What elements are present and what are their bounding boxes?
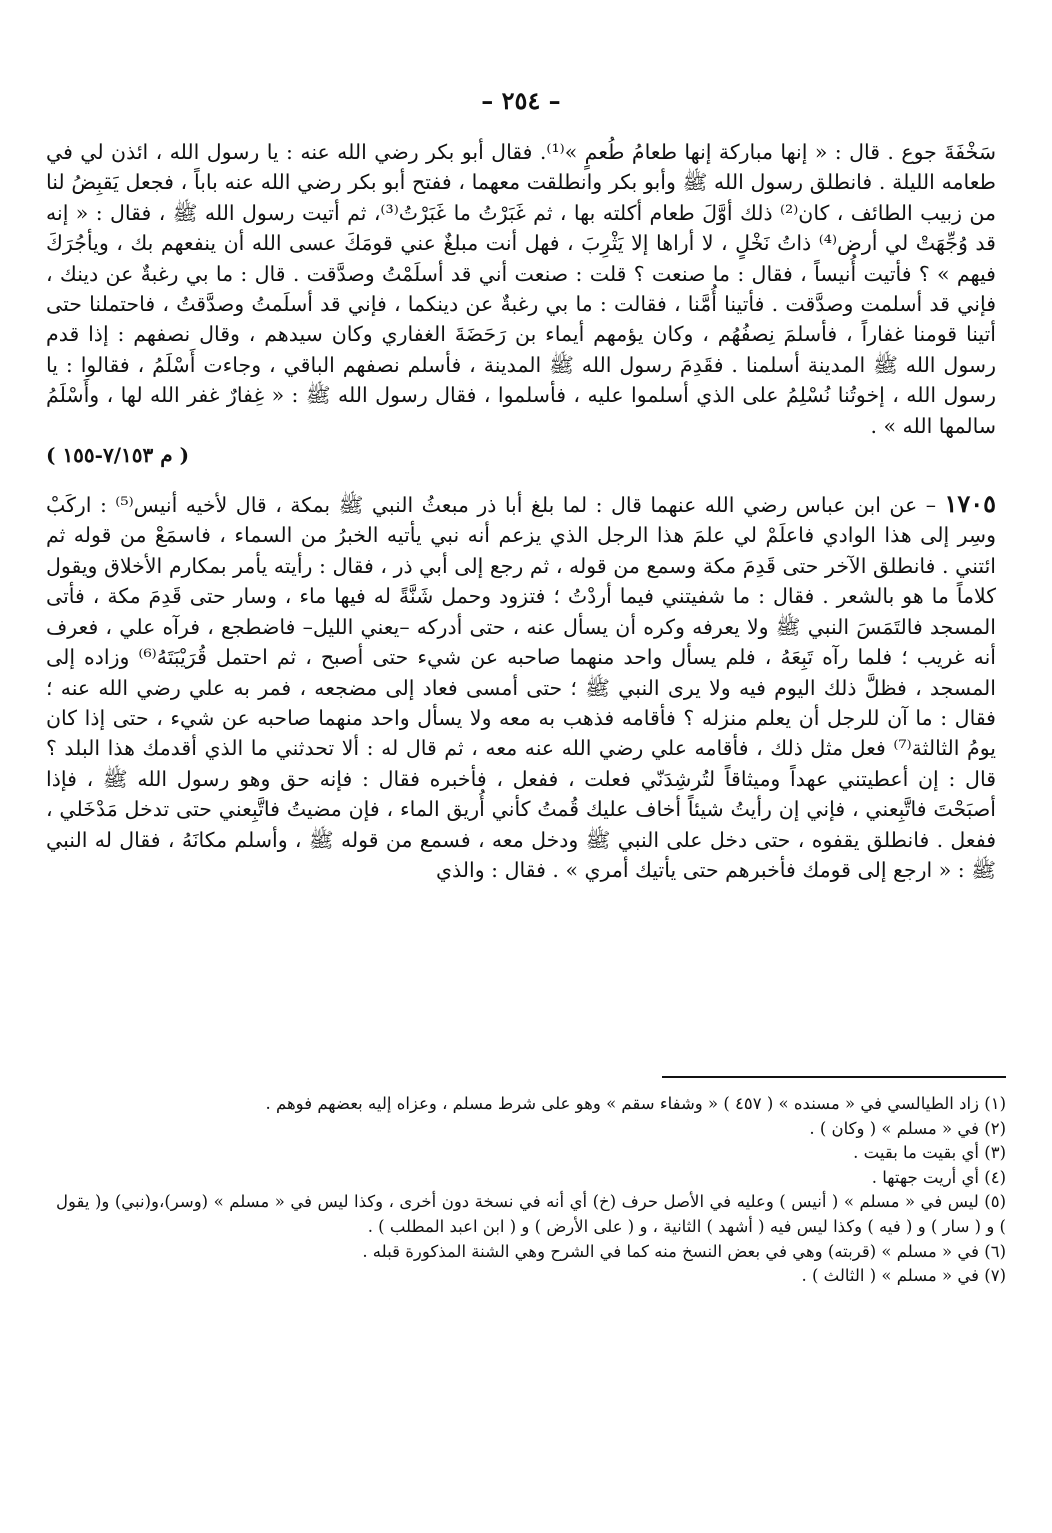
hadith-1705	[46, 489, 996, 885]
book-page	[46, 86, 996, 885]
footnotes	[56, 1092, 1006, 1289]
source-reference-text: ( م ٧/١٥٣-١٥٥ )	[46, 443, 190, 468]
footnote-1: (١) زاد الطيالسي في « مسنده » ( ٤٥٧ ) « وشفاء سقم » وهو على شرط مسلم ، وعزاه إليه بعضهم فوهم .	[265, 1094, 1006, 1113]
footnote-3: (٣) أي بقيت ما بقيت .	[853, 1143, 1006, 1163]
hadith-1705-text: – عن ابن عباس رضي الله عنهما قال : لما بلغ أبا ذر مبعثُ النبي ﷺ بمكة ، قال لأخيه أنيس⁽⁵⁾ : اركَبْ وسِر إلى هذا الوادي فاعلَمْ لي علمَ هذا الرجل الذي يزعم أنه نبي يأتيه الخبرُ من السماء ، فاسمَعْ من قوله ثم ائتني . فانطلق الآخر حتى قَدِمَ مكة وسمع من قوله ، ثم رجع إلى أبي ذر ، فقال : رأيته يأمر بمكارم الأخلاق ويقول كلاماً ما هو بالشعر . فقال : ما شفيتني فيما أردْتُ ؛ فتزود وحمل شَنَّةً له فيها ماء ، وسار حتى قَدِمَ مكة ، فأتى المسجد فالتَمَسَ النبي ﷺ ولا يعرفه وكره أن يسأل عنه ، حتى أدركه –يعني الليل– فاضطجع ، فرآه علي ، فعرف أنه غريب ؛ فلما رآه تَبِعَهُ ، فلم يسأل واحد منهما صاحبه عن شيء حتى أصبح ، ثم احتمل قُرَيْبَتَهُ⁽⁶⁾ وزاده إلى المسجد ، فظلَّ ذلك اليوم فيه ولا يرى النبي ﷺ ؛ حتى أمسى فعاد إلى مضجعه ، فمر به علي رضي الله عنه ؛ فقال : ما آن للرجل أن يعلم منزله ؟ فأقامه فذهب به معه ولا يسأل واحد منهما صاحبه عن شيء ، حتى إذا كان يومُ الثالثة⁽⁷⁾ فعل مثل ذلك ، فأقامه علي رضي الله عنه معه ، ثم قال له : ألا تحدثني ما الذي أقدمك هذا البلد ؟ قال : إن أعطيتني عهداً وميثاقاً لتُرشِدَنّي فعلت ، ففعل ، فأخبره فقال : فإنه حق وهو رسول الله ﷺ ، فإذا أصبَحْتَ فاتَّبِعني ، فإني إن رأيتُ شيئاً أخاف عليك قُمتُ كأني أُريق الماء ، فإن مضيتُ فاتَّبِعني حتى تدخل مَدْخَلي ، ففعل . فانطلق يقفوه ، حتى دخل على النبي ﷺ ودخل معه ، فسمع من قوله ﷺ ، وأسلم مكانَهُ ، فقال له النبي ﷺ : « ارجع إلى قومك فأخبرهم حتى يأتيك أمري » . فقال : والذي	[46, 493, 996, 882]
hadith-text-continued: سَخْفَةَ جوع . قال : « إنها مباركة إنها طعامُ طُعمٍ »⁽¹⁾. فقال أبو بكر رضي الله عنه : يا رسول الله ، ائذن لي في طعامه الليلة . فانطلق رسول الله ﷺ وأبو بكر وانطلقت معهما ، ففتح أبو بكر رضي الله عنه باباً ، فجعل يَقبِضُ لنا من زبيب الطائف ، كان⁽²⁾ ذلك أوَّلَ طعام أكلته بها ، ثم غَبَرْتُ ما غَبَرْتُ⁽³⁾، ثم أتيت رسول الله ﷺ ، فقال : « إنه قد وُجِّهَتْ لي أرض⁽⁴⁾ ذاتُ نَخْلٍ ، لا أراها إلا يَثْرِبَ ، فهل أنت مبلغٌ عني قومَكَ عسى الله أن ينفعهم بك ، ويأجُرَكَ فيهم » ؟ فأتيت أُنيساً ، فقال : ما صنعت ؟ قلت : صنعت أني قد أسلَمْتُ وصدَّقت . قال : ما بي رغبةٌ عن دينك ، فإني قد أسلمت وصدَّقت . فأتينا أُمَّنا ، فقالت : ما بي رغبةٌ عن دينكما ، فإني قد أسلَمتُ وصدَّقتُ ، فاحتملنا حتى أتينا قومنا غفاراً ، فأسلمَ نِصفُهُم ، وكان يؤمهم أيماء بن رَحَضَةَ الغفاري وكان سيدهم ، وقال نصفهم : إذا قدم رسول الله ﷺ المدينة أسلمنا . فقَدِمَ رسول الله ﷺ المدينة ، فأسلم نصفهم الباقي ، وجاءت أَسْلَمُ ، فقالوا : يا رسول الله ، إخوتُنا نُسْلِمُ على الذي أسلموا عليه ، فأسلموا ، فقال رسول الله ﷺ : « غِفارٌ غفر الله لها ، وأَسْلَمُ سالمها الله » .	[46, 140, 996, 438]
footnote-5: (٥) ليس في « مسلم » ( أنيس ) وعليه في الأصل حرف (خ) أي أنه في نسخة دون أخرى ، وكذا ليس في « مسلم » (وسر)،و(نبي) و( يقول ) و ( سار ) و ( فيه ) وكذا ليس فيه ( أشهد ) الثانية ، و ( على الأرض ) و ( ابن اعبد المطلب ) .	[56, 1192, 1006, 1236]
footnote-divider	[662, 1076, 1006, 1078]
footnote-4: (٤) أي أريت جهتها .	[871, 1167, 1006, 1187]
source-reference	[46, 441, 996, 469]
footnote-7: (٧) في « مسلم » ( الثالث ) .	[801, 1266, 1006, 1286]
footnote-2: (٢) في « مسلم » ( وكان ) .	[809, 1118, 1006, 1138]
hadith-number: ١٧٠٥	[944, 489, 996, 519]
footnote-6: (٦) في « مسلم » (قربته) وهي في بعض النسخ منه كما في الشرح وهي الشنة المذكورة قبله .	[362, 1241, 1006, 1261]
page-number: – ٢٥٤ –	[481, 86, 561, 115]
